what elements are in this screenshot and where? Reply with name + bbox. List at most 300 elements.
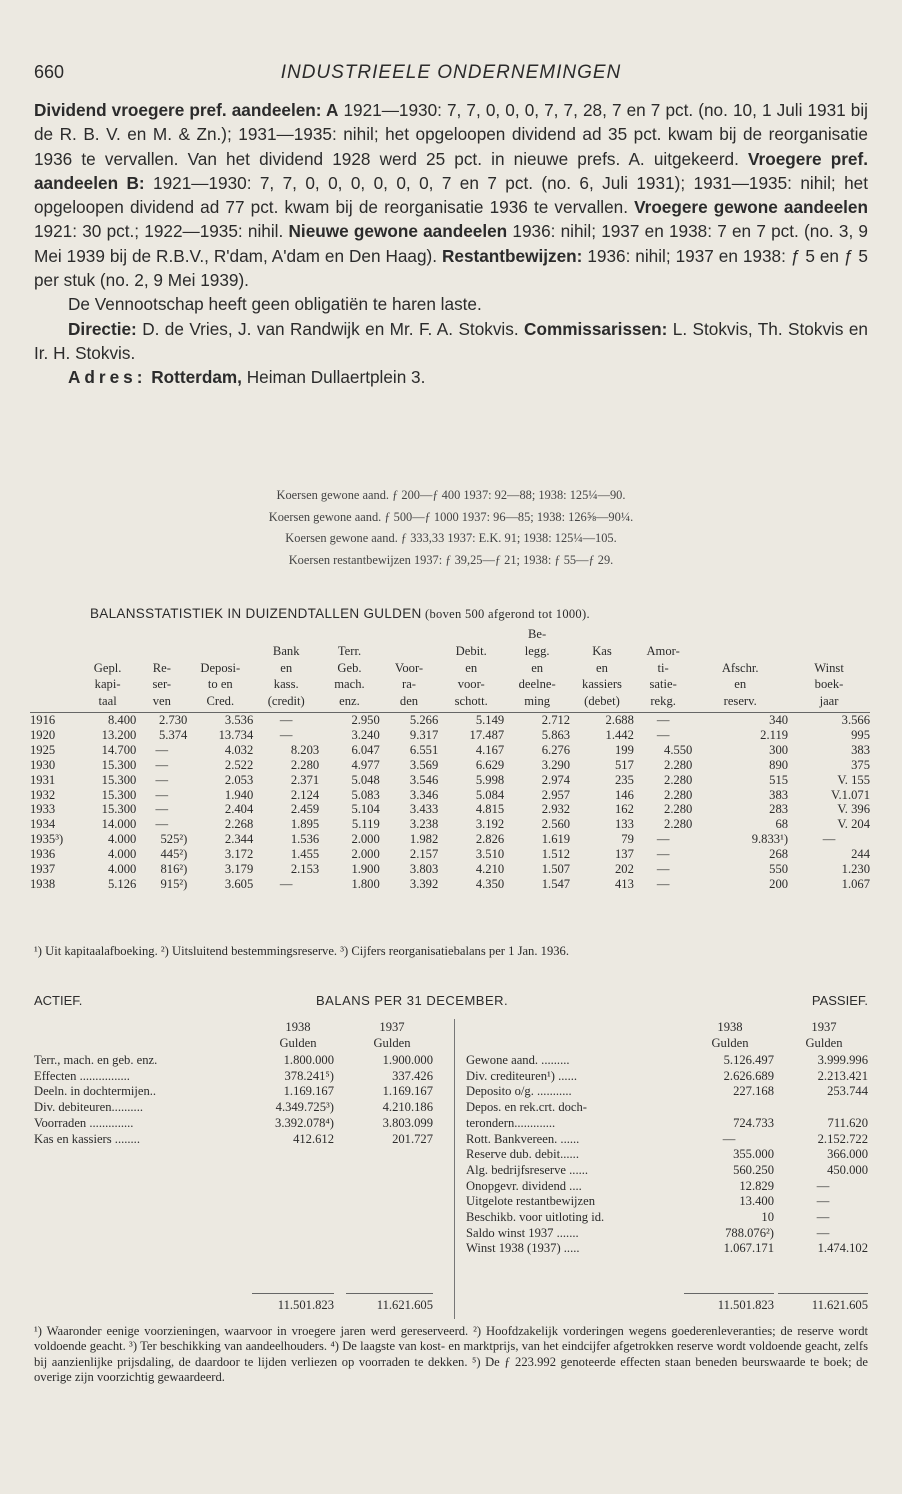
column-header: ven <box>136 695 187 712</box>
table-cell: 8.203 <box>290 742 320 757</box>
table-cell: 4.977 <box>351 757 380 772</box>
column-header: rekg. <box>634 695 692 712</box>
table-cell: — <box>656 712 670 727</box>
unit-label: Gulden <box>279 1036 317 1050</box>
table-cell: 2.522 <box>224 757 254 772</box>
table-cell: 2.280 <box>664 772 693 787</box>
column-header: Be- <box>528 627 547 641</box>
balance-row <box>34 1099 868 1115</box>
table-cell: 2.730 <box>159 712 188 727</box>
actief-col-1938 <box>252 1019 344 1051</box>
table-cell: 515 <box>769 772 789 787</box>
table-cell: 1.455 <box>290 847 320 862</box>
column-header: en <box>734 677 747 692</box>
table-row <box>30 832 870 847</box>
column-header: legg. <box>524 643 550 658</box>
table-row <box>30 817 870 832</box>
table-cell: 162 <box>615 802 634 817</box>
table-cell: 525²) <box>160 832 188 847</box>
table-cell: 816²) <box>160 862 188 877</box>
row-value: 1.067.171 <box>723 1241 774 1256</box>
year-label: 1938 <box>717 1020 743 1034</box>
year-cell: 1937 <box>30 862 56 877</box>
table-cell: 340 <box>769 712 789 727</box>
table-cell: 2.268 <box>224 817 254 832</box>
table-cell: 3.569 <box>409 757 439 772</box>
table-cell: 137 <box>615 847 634 862</box>
table-cell: 15.300 <box>101 787 137 802</box>
column-header: satie- <box>649 677 677 692</box>
price-line: Koersen gewone aand. ƒ 500—ƒ 1000 1937: 96—85; 1938: 126⅝—90¼. <box>268 509 634 524</box>
price-line: Koersen restantbewijzen 1937: ƒ 39,25—ƒ 21; 1938: ƒ 55—ƒ 29. <box>288 552 614 567</box>
row-value: 378.241⁵) <box>284 1068 334 1083</box>
row-label: Depos. en rek.crt. doch- <box>466 1100 587 1115</box>
row-value: 2.213.421 <box>817 1068 868 1083</box>
table-cell: 300 <box>769 742 789 757</box>
table-row <box>30 847 870 862</box>
header-row <box>30 645 870 662</box>
row-value: 2.626.689 <box>723 1068 774 1083</box>
column-header: Deposi- <box>200 660 241 675</box>
table-cell: 4.167 <box>475 742 505 757</box>
column-header <box>79 645 136 662</box>
table-cell: 5.119 <box>351 817 380 832</box>
column-header: Gepl. <box>93 660 122 675</box>
table-cell: 2.153 <box>290 862 320 877</box>
table-cell: 4.000 <box>107 862 137 877</box>
column-header: ti- <box>657 660 669 675</box>
row-value: 788.076²) <box>725 1225 774 1240</box>
address-street: Heiman Dullaertplein 3. <box>241 367 426 388</box>
table-cell: 2.280 <box>664 757 693 772</box>
label-old-common: Vroegere gewone aandeelen <box>634 197 868 218</box>
row-value: 450.000 <box>827 1162 868 1177</box>
row-label: Div. debiteuren.......... <box>34 1100 144 1115</box>
table-cell: 1.230 <box>841 862 870 877</box>
label-new-common: Nieuwe gewone aandeelen <box>288 221 508 242</box>
stat-subtitle: (boven 500 afgerond tot 1000). <box>421 607 590 621</box>
table-row <box>30 877 870 892</box>
body-text <box>34 98 868 390</box>
balance-row <box>34 1162 868 1178</box>
table-cell: 200 <box>769 876 789 891</box>
price-line: Koersen gewone aand. ƒ 200—ƒ 400 1937: 92—88; 1938: 125¼—90. <box>276 488 626 502</box>
year-cell: 1920 <box>30 727 56 742</box>
column-header <box>380 645 438 662</box>
running-header <box>34 62 868 90</box>
label-restantbewijzen: Restantbewijzen: <box>442 245 583 266</box>
row-value: 3.803.099 <box>382 1115 433 1130</box>
table-cell: 1.900 <box>351 862 380 877</box>
column-header <box>253 628 319 645</box>
passief-col-1938 <box>684 1019 776 1051</box>
stock-prices <box>0 485 902 571</box>
table-cell: — <box>279 712 293 727</box>
table-cell: 2.000 <box>351 832 380 847</box>
directors-paragraph <box>34 317 868 366</box>
table-cell: 17.487 <box>469 727 505 742</box>
row-value: 337.426 <box>392 1068 433 1083</box>
row-label: Winst 1938 (1937) ..... <box>466 1241 580 1256</box>
header-row <box>30 678 870 695</box>
table-cell: 383 <box>769 787 789 802</box>
table-cell: 4.350 <box>475 876 505 891</box>
row-label: Deposito o/g. ........... <box>466 1084 572 1099</box>
year-label: 1937 <box>379 1020 405 1034</box>
column-header <box>788 628 870 645</box>
table-cell: 1.800 <box>351 876 380 891</box>
table-cell: 13.200 <box>101 727 137 742</box>
year-cell: 1925 <box>30 742 56 757</box>
table-cell: 1.940 <box>224 787 254 802</box>
table-cell: 1.512 <box>541 847 571 862</box>
row-value: 724.733 <box>733 1115 774 1130</box>
column-header <box>692 645 788 662</box>
balance-statistics-table <box>30 628 870 892</box>
table-cell: 8.400 <box>107 712 137 727</box>
table-cell: 283 <box>769 802 789 817</box>
table-cell: 4.210 <box>475 862 505 877</box>
balance-title: BALANS PER 31 DECEMBER. <box>316 993 509 1008</box>
table-cell: 3.172 <box>224 847 254 862</box>
header-row <box>30 628 870 645</box>
row-label: Rott. Bankvereen. ...... <box>466 1131 580 1146</box>
table-cell: 3.346 <box>409 787 439 802</box>
table-cell: 2.560 <box>541 817 571 832</box>
column-header <box>380 628 438 645</box>
text-pref-b: 1921—1930: 7, 7, 0, 0, 0, 0, 0, 0, 7 en 7 pct. (no. 6, Juli 1931); 1931—1935: nihil; het opgeloopen dividend ad 77 pct. kwam bij de reorganisatie 1936 te vervallen. <box>34 172 869 218</box>
label-pref-a: Dividend vroegere pref. aandeelen: A <box>34 100 339 120</box>
column-header: taal <box>79 695 136 712</box>
row-label: Effecten ................ <box>34 1068 130 1083</box>
column-header <box>187 628 253 645</box>
table-cell: 5.149 <box>475 712 505 727</box>
column-header: Kas <box>592 643 612 658</box>
address-paragraph <box>34 365 868 389</box>
column-header: (debet) <box>570 695 634 712</box>
row-label: Saldo winst 1937 ....... <box>466 1225 579 1240</box>
column-header: ser- <box>152 677 172 692</box>
table-cell: 202 <box>615 862 634 877</box>
table-cell: 3.433 <box>409 802 439 817</box>
dividend-paragraph <box>34 98 868 292</box>
column-header <box>570 628 634 645</box>
column-header: Voor- <box>394 660 424 675</box>
balance-row <box>34 1178 868 1194</box>
table-cell: 3.536 <box>224 712 254 727</box>
table-cell: 5.084 <box>475 787 505 802</box>
table-cell: 445²) <box>160 847 188 862</box>
table-cell: — <box>279 727 293 742</box>
table-cell: 6.551 <box>409 742 439 757</box>
table-cell: 14.000 <box>101 817 137 832</box>
column-header: ming <box>504 695 570 712</box>
table-row <box>30 758 870 773</box>
table-cell: — <box>656 876 670 891</box>
row-value: 4.210.186 <box>382 1100 433 1115</box>
table-cell: — <box>656 727 670 742</box>
row-label: Uitgelote restantbewijzen <box>466 1194 596 1209</box>
table-row <box>30 773 870 788</box>
table-cell: 5.266 <box>409 712 439 727</box>
table-cell: 2.000 <box>351 847 380 862</box>
table-cell: 1.067 <box>841 876 870 891</box>
column-header: en <box>280 660 293 675</box>
column-header: en <box>531 660 544 675</box>
passief-col-1937 <box>778 1019 870 1051</box>
table-cell: — <box>656 847 670 862</box>
row-label: terondern............. <box>466 1115 556 1130</box>
column-header: schott. <box>438 695 504 712</box>
year-cell: 1916 <box>30 712 56 727</box>
table-cell: 3.238 <box>409 817 439 832</box>
balance-statistics-title <box>90 606 590 622</box>
table-cell: 15.300 <box>101 757 137 772</box>
table-cell: 2.280 <box>290 757 320 772</box>
text-old-common: 1921: 30 pct.; 1922—1935: nihil. <box>34 221 289 242</box>
row-value: 1.169.167 <box>382 1084 433 1099</box>
table-cell: 3.546 <box>409 772 439 787</box>
table-cell: 5.998 <box>475 772 505 787</box>
table-cell: 244 <box>851 847 870 862</box>
table-cell: 3.290 <box>541 757 571 772</box>
table-cell: — <box>155 757 169 772</box>
row-value: 201.727 <box>392 1131 433 1146</box>
row-label: Reserve dub. debit...... <box>466 1147 579 1162</box>
table-cell: 5.083 <box>351 787 380 802</box>
column-header <box>319 628 380 645</box>
column-header: enz. <box>319 695 380 712</box>
table-cell: 6.276 <box>541 742 571 757</box>
row-value: 227.168 <box>733 1084 774 1099</box>
table-cell: 2.344 <box>224 832 254 847</box>
row-value: 366.000 <box>827 1147 868 1162</box>
table-cell: 68 <box>775 817 789 832</box>
row-value: — <box>816 1178 830 1193</box>
table-cell: 4.815 <box>475 802 505 817</box>
balance-row <box>34 1052 868 1068</box>
passief-total-1937: 11.621.605 <box>778 1293 868 1314</box>
column-header: Amor- <box>646 643 680 658</box>
actief-col-1937 <box>346 1019 438 1051</box>
year-cell: 1932 <box>30 787 56 802</box>
table-cell: 4.550 <box>664 742 693 757</box>
column-header: mach. <box>334 677 365 692</box>
row-value: 412.612 <box>293 1131 334 1146</box>
table-cell: 375 <box>851 757 870 772</box>
table-cell: 1.982 <box>409 832 439 847</box>
obligations-paragraph: De Vennootschap heeft geen obligatiën te haren laste. <box>68 294 482 315</box>
table-cell: V. 155 <box>837 772 870 787</box>
row-value: 1.169.167 <box>283 1084 334 1099</box>
table-cell: 3.803 <box>409 862 439 877</box>
table-cell: 15.300 <box>101 802 137 817</box>
column-header <box>30 628 79 645</box>
page-number: 660 <box>34 62 65 82</box>
column-header <box>30 662 79 679</box>
table-row <box>30 788 870 803</box>
text-commissarissen: L. Stokvis, Th. Stokvis en Ir. H. Stokvis. <box>34 318 868 363</box>
table-cell: 199 <box>615 742 634 757</box>
unit-label: Gulden <box>373 1036 411 1050</box>
table-cell: 6.047 <box>351 742 380 757</box>
table-cell: 3.392 <box>409 876 439 891</box>
row-value: 10 <box>761 1210 774 1224</box>
table-cell: 13.734 <box>218 727 254 742</box>
table-cell: 2.124 <box>290 787 320 802</box>
year-cell: 1933 <box>30 802 56 817</box>
table-cell: V.1.071 <box>831 787 870 802</box>
table-cell: 2.712 <box>541 712 571 727</box>
row-value: 5.126.497 <box>723 1053 774 1067</box>
table-cell: 1.536 <box>290 832 320 847</box>
balance-sheet <box>34 993 868 1313</box>
unit-label: Gulden <box>805 1036 843 1050</box>
table-cell: 2.280 <box>664 802 693 817</box>
row-label: Voorraden .............. <box>34 1115 134 1130</box>
table-cell: 2.957 <box>541 787 571 802</box>
table-cell: 2.974 <box>541 772 571 787</box>
row-value: 253.744 <box>827 1084 868 1099</box>
row-value: 3.392.078⁴) <box>275 1115 334 1130</box>
actief-label: ACTIEF. <box>34 993 83 1008</box>
column-header <box>30 678 79 695</box>
table-cell: V. 204 <box>837 817 870 832</box>
header-row <box>30 695 870 712</box>
balance-row <box>34 1209 868 1225</box>
column-header: Debit. <box>455 643 487 658</box>
column-header: to en <box>207 677 233 692</box>
table-row <box>30 802 870 817</box>
price-line: Koersen gewone aand. ƒ 333,33 1937: E.K. 91; 1938: 125¼—105. <box>285 531 617 545</box>
row-value: 711.620 <box>827 1115 868 1130</box>
column-header: (credit) <box>253 695 319 712</box>
label-adres: Adres: <box>68 367 147 388</box>
row-value: 12.829 <box>739 1178 774 1193</box>
column-header: kassiers <box>582 677 622 692</box>
column-header: deelne- <box>518 677 556 692</box>
balance-footnotes: ¹) Waaronder eenige voorzieningen, waarvoor in vroegere jaren werd gereserveerd. ²) Hoofdzakelijk vorderingen wegens goederenleveranties; de reserve wordt voldoende geacht. ³) Ter beschikking van aandeelhouders. ⁴) De laagste van kost- en marktprijs, van het eindcijfer afgetrokken reserve wordt voldoende geacht, zelfs bij aanzienlijke prijsdaling, de daardoor te lijden verliezen op voorraden te dekken. ⁵) De ƒ 223.992 genoteerde effecten staan beneden beurswaarde te boek; de overige zijn voorzichtig gewaardeerd. <box>34 1324 868 1384</box>
table-cell: 995 <box>851 727 870 742</box>
row-value: 1.474.102 <box>817 1241 868 1256</box>
year-cell: 1938 <box>30 876 56 891</box>
table-cell: 2.404 <box>224 802 254 817</box>
table-cell: 5.126 <box>107 876 137 891</box>
table-cell: 1.507 <box>541 862 571 877</box>
column-header: Re- <box>152 660 171 675</box>
column-header: ra- <box>402 677 416 692</box>
row-label: Terr., mach. en geb. enz. <box>34 1053 158 1067</box>
balance-row <box>34 1146 868 1162</box>
year-cell: 1931 <box>30 772 56 787</box>
table-cell: 1.895 <box>290 817 320 832</box>
table-cell: 383 <box>851 742 870 757</box>
table-cell: 4.000 <box>107 832 137 847</box>
column-header: Bank <box>272 643 300 658</box>
table-cell: 6.629 <box>475 757 505 772</box>
column-header: boek- <box>814 677 844 692</box>
year-cell: 1934 <box>30 817 56 832</box>
balance-row <box>34 1115 868 1131</box>
column-header <box>187 645 253 662</box>
row-value: — <box>722 1131 736 1146</box>
table-cell: 3.240 <box>351 727 380 742</box>
column-header: den <box>380 695 438 712</box>
column-header <box>788 645 870 662</box>
row-label: Gewone aand. ......... <box>466 1053 570 1067</box>
table-cell: 2.932 <box>541 802 571 817</box>
table-cell: 890 <box>769 757 789 772</box>
year-cell: 1935³) <box>30 832 64 847</box>
text-directie: D. de Vries, J. van Randwijk en Mr. F. A. Stokvis. <box>136 318 525 339</box>
column-header: voor- <box>457 677 485 692</box>
table-cell: V. 396 <box>837 802 870 817</box>
row-value: 4.349.725³) <box>275 1100 334 1115</box>
label-directie: Directie: <box>68 318 137 339</box>
table-cell: 5.863 <box>541 727 571 742</box>
table-cell: 3.510 <box>475 847 505 862</box>
table-cell: — <box>155 802 169 817</box>
column-header: reserv. <box>692 695 788 712</box>
row-label: Div. crediteuren¹) ...... <box>466 1068 578 1083</box>
balance-row <box>34 1131 868 1147</box>
row-value: — <box>816 1210 830 1224</box>
table-cell: — <box>155 787 169 802</box>
balance-row <box>34 1083 868 1099</box>
table-row <box>30 728 870 743</box>
table-cell: — <box>656 862 670 877</box>
column-header <box>692 628 788 645</box>
balance-row <box>34 1240 868 1256</box>
text-restantbewijzen: 1936: nihil; 1937 en 1938: ƒ 5 en ƒ 5 per stuk (no. 2, 9 Mei 1939). <box>34 245 868 291</box>
table-cell: 5.048 <box>351 772 380 787</box>
table-cell: — <box>155 817 169 832</box>
column-header: Afschr. <box>721 660 759 675</box>
column-header <box>136 628 187 645</box>
row-value: 1.800.000 <box>283 1053 334 1067</box>
row-value: — <box>816 1194 830 1209</box>
table-cell: 5.374 <box>159 727 188 742</box>
column-header <box>30 645 79 662</box>
row-label: Beschikb. voor uitloting id. <box>466 1210 605 1224</box>
table-cell: 9.317 <box>409 727 439 742</box>
row-value: 1.900.000 <box>382 1053 433 1067</box>
row-value: 13.400 <box>739 1194 774 1209</box>
table-cell: 2.950 <box>351 712 380 727</box>
table-cell: 3.179 <box>224 862 254 877</box>
table-cell: 2.280 <box>664 787 693 802</box>
table-cell: — <box>155 742 169 757</box>
table-cell: 268 <box>769 847 789 862</box>
table-cell: 4.032 <box>224 742 254 757</box>
row-value: — <box>816 1225 830 1240</box>
column-header <box>136 645 187 662</box>
actief-total-1937: 11.621.605 <box>346 1293 433 1314</box>
header-row <box>30 662 870 679</box>
unit-label: Gulden <box>711 1036 749 1050</box>
balance-row <box>34 1193 868 1209</box>
column-header <box>30 695 79 712</box>
table-cell: 413 <box>615 876 634 891</box>
table-cell: — <box>656 832 670 847</box>
year-label: 1938 <box>285 1020 311 1034</box>
address-city: Rotterdam, <box>151 367 242 388</box>
table-cell: 79 <box>621 832 634 847</box>
column-header: Winst <box>814 660 844 675</box>
table-cell: 2.459 <box>290 802 320 817</box>
stat-title: BALANSSTATISTIEK IN DUIZENDTALLEN GULDEN <box>90 606 422 621</box>
table-cell: 235 <box>615 772 634 787</box>
